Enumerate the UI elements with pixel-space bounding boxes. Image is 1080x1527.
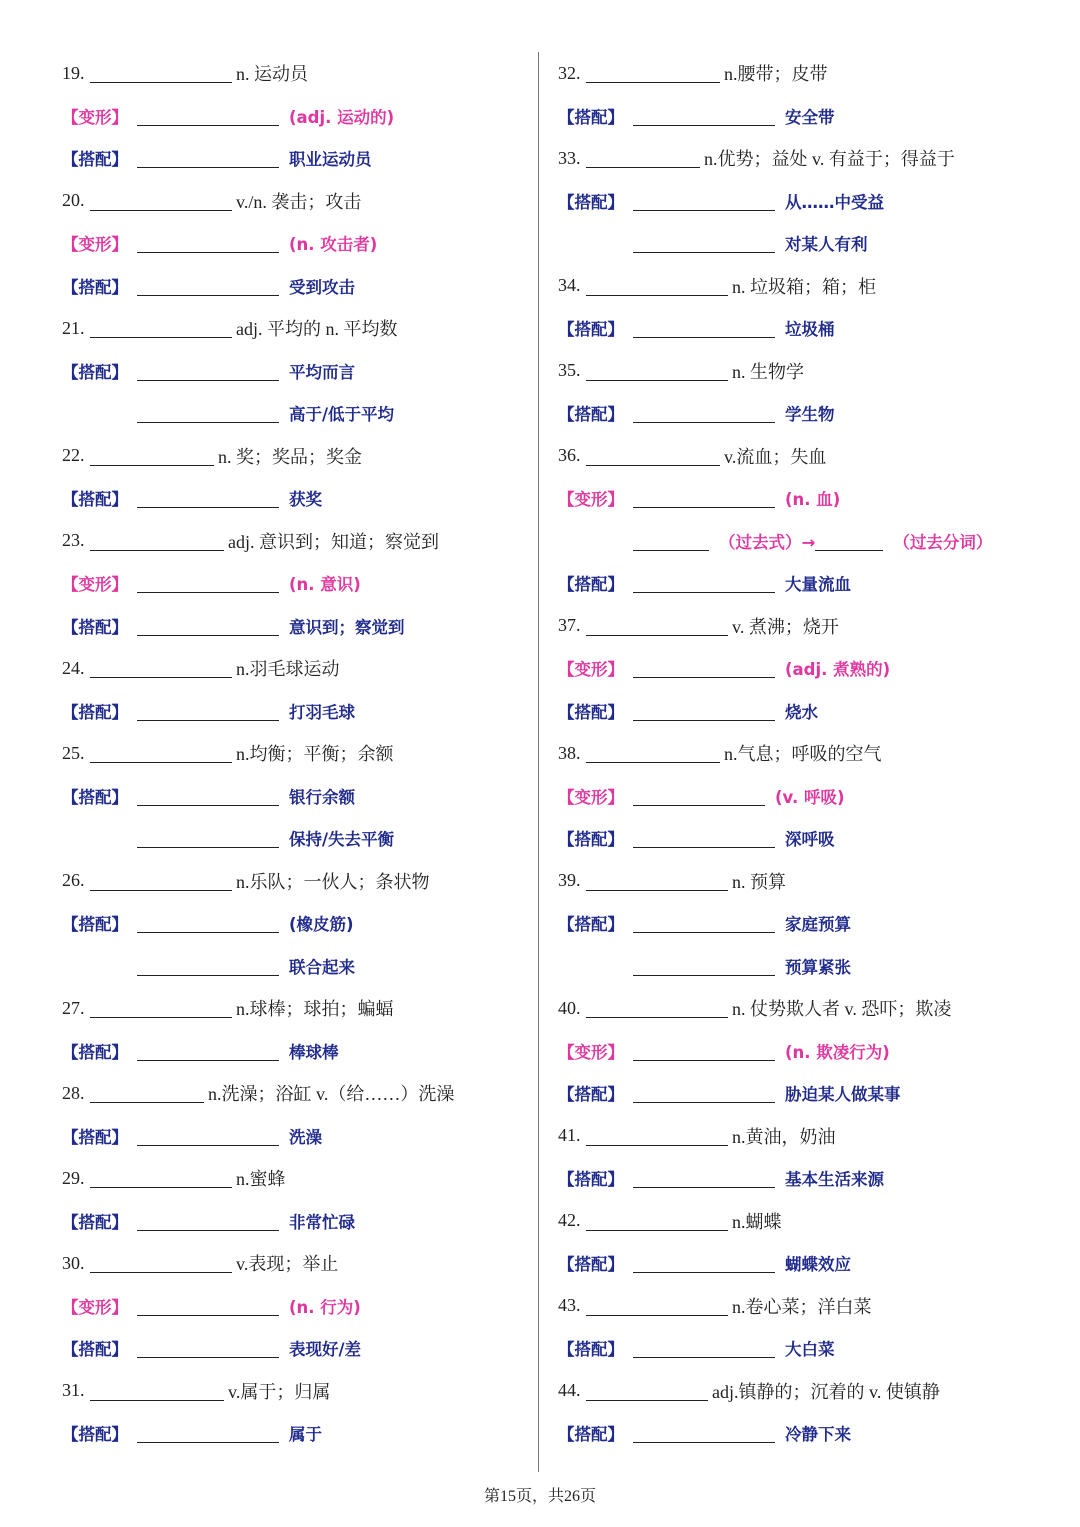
word-form-tag: 【变形】 — [62, 1297, 128, 1317]
collocation-row — [62, 1115, 532, 1158]
answer-blank — [137, 913, 279, 933]
item-definition: v.表现；举止 — [236, 1254, 339, 1275]
word-form-row — [62, 95, 532, 138]
word-form-tag: 【变形】 — [558, 787, 624, 807]
hint-text: 高于/低于平均 — [289, 405, 395, 425]
answer-blank — [633, 233, 775, 253]
answer-blank — [633, 573, 775, 593]
collocation-tag: 【搭配】 — [558, 1255, 624, 1275]
collocation-continuation-row — [62, 392, 532, 435]
item-number: 32. — [558, 62, 581, 83]
answer-blank — [137, 276, 279, 296]
hint-text: (n. 行为) — [289, 1297, 361, 1317]
item-number: 41. — [558, 1125, 581, 1146]
item-number: 28. — [62, 1082, 85, 1103]
answer-blank — [90, 1083, 204, 1103]
answer-blank — [90, 743, 232, 763]
answer-blank — [137, 403, 279, 423]
answer-blank — [586, 1126, 728, 1146]
collocation-continuation-row — [62, 817, 532, 860]
item-definition: n.蝴蝶 — [732, 1211, 782, 1232]
item-number: 30. — [62, 1252, 85, 1273]
hint-text: (adj. 运动的) — [289, 107, 395, 127]
answer-blank — [137, 361, 279, 381]
vocab-item — [558, 137, 1048, 180]
hint-text: 意识到；察觉到 — [289, 617, 405, 637]
item-definition: n. 奖；奖品；奖金 — [218, 446, 362, 467]
answer-blank — [633, 1083, 775, 1103]
answer-blank — [633, 1423, 775, 1443]
collocation-tag: 【搭配】 — [558, 1085, 624, 1105]
hint-text: (橡皮筋) — [289, 915, 354, 935]
collocation-tag: 【搭配】 — [62, 150, 128, 170]
collocation-tag: 【搭配】 — [558, 702, 624, 722]
answer-blank — [137, 1211, 279, 1231]
word-form-row — [558, 647, 1048, 690]
item-number: 33. — [558, 147, 581, 168]
answer-blank — [586, 148, 700, 168]
item-number: 35. — [558, 360, 581, 381]
collocation-tag: 【搭配】 — [558, 1340, 624, 1360]
answer-blank — [90, 191, 232, 211]
collocation-row — [558, 562, 1048, 605]
answer-blank — [633, 956, 775, 976]
hint-text: 非常忙碌 — [289, 1212, 355, 1232]
vocab-item — [558, 265, 1048, 308]
collocation-row — [558, 690, 1048, 733]
hint-text: 烧水 — [785, 702, 818, 722]
answer-blank — [586, 616, 728, 636]
answer-blank — [137, 616, 279, 636]
word-form-tag: 【变形】 — [62, 235, 128, 255]
word-form-tag: 【变形】 — [558, 490, 624, 510]
collocation-row — [62, 690, 532, 733]
past-participle-hint: （过去分词） — [893, 532, 993, 552]
column-divider — [538, 52, 539, 1472]
item-number: 39. — [558, 870, 581, 891]
collocation-tag: 【搭配】 — [62, 1127, 128, 1147]
item-definition: n.黄油，奶油 — [732, 1126, 836, 1147]
hint-text: 获奖 — [289, 490, 322, 510]
answer-blank — [633, 191, 775, 211]
item-number: 21. — [62, 317, 85, 338]
collocation-tag: 【搭配】 — [558, 1425, 624, 1445]
answer-blank — [586, 1296, 728, 1316]
collocation-tag: 【搭配】 — [62, 1340, 128, 1360]
item-number: 29. — [62, 1167, 85, 1188]
hint-text: 冷静下来 — [785, 1425, 851, 1445]
item-definition: n.优势；益处 v. 有益于；得益于 — [704, 149, 955, 170]
collocation-row — [558, 392, 1048, 435]
collocation-tag: 【搭配】 — [62, 915, 128, 935]
answer-blank — [586, 276, 728, 296]
answer-blank — [633, 913, 775, 933]
collocation-row — [62, 1030, 532, 1073]
answer-blank — [633, 318, 775, 338]
item-number: 44. — [558, 1380, 581, 1401]
item-definition: v. 煮沸；烧开 — [732, 616, 839, 637]
item-number: 20. — [62, 190, 85, 211]
vocab-item — [62, 307, 532, 350]
item-number: 37. — [558, 615, 581, 636]
item-number: 27. — [62, 997, 85, 1018]
hint-text: 蝴蝶效应 — [785, 1255, 851, 1275]
item-number: 38. — [558, 742, 581, 763]
hint-text: 受到攻击 — [289, 277, 355, 297]
collocation-tag: 【搭配】 — [558, 830, 624, 850]
item-definition: n. 垃圾箱；箱；柜 — [732, 276, 876, 297]
answer-blank — [137, 956, 279, 976]
word-form-row — [558, 775, 1048, 818]
item-number: 36. — [558, 445, 581, 466]
item-definition: n.气息；呼吸的空气 — [724, 744, 882, 765]
item-definition: n.乐队；一伙人；条状物 — [236, 871, 430, 892]
answer-blank — [137, 148, 279, 168]
answer-blank — [90, 1168, 232, 1188]
collocation-row — [62, 350, 532, 393]
answer-blank — [586, 361, 728, 381]
collocation-row — [62, 1200, 532, 1243]
hint-text: (v. 呼吸) — [775, 787, 845, 807]
hint-text: (n. 意识) — [289, 575, 361, 595]
answer-blank — [586, 446, 720, 466]
collocation-tag: 【搭配】 — [558, 1170, 624, 1190]
hint-text: 平均而言 — [289, 362, 355, 382]
hint-text: 职业运动员 — [289, 150, 372, 170]
answer-blank — [90, 998, 232, 1018]
answer-blank — [633, 488, 775, 508]
hint-text: 基本生活来源 — [785, 1170, 884, 1190]
collocation-row — [558, 902, 1048, 945]
hint-text: 预算紧张 — [785, 957, 851, 977]
vocab-item — [62, 860, 532, 903]
item-definition: n. 仗势欺人者 v. 恐吓；欺凌 — [732, 999, 952, 1020]
collocation-tag: 【搭配】 — [558, 915, 624, 935]
answer-blank — [633, 106, 775, 126]
answer-blank — [137, 1296, 279, 1316]
answer-blank — [586, 998, 728, 1018]
vocab-item — [558, 52, 1048, 95]
left-column — [62, 52, 532, 1455]
hint-text: 垃圾桶 — [785, 320, 835, 340]
answer-blank — [137, 828, 279, 848]
item-number: 31. — [62, 1380, 85, 1401]
answer-blank — [633, 701, 775, 721]
collocation-continuation-row — [558, 222, 1048, 265]
collocation-tag: 【搭配】 — [62, 490, 128, 510]
answer-blank — [633, 1041, 775, 1061]
page-footer: 第15页，共26页 — [483, 1488, 596, 1505]
answer-blank — [137, 488, 279, 508]
item-definition: n.球棒；球拍；蝙蝠 — [236, 999, 394, 1020]
vocab-item — [558, 1285, 1048, 1328]
vocab-item — [558, 605, 1048, 648]
answer-blank — [633, 531, 709, 551]
hint-text: 大白菜 — [785, 1340, 835, 1360]
item-definition: n. 预算 — [732, 871, 786, 892]
item-definition: v.流血；失血 — [724, 446, 827, 467]
item-number: 23. — [62, 530, 85, 551]
item-definition: n. 生物学 — [732, 361, 804, 382]
vocab-item — [558, 860, 1048, 903]
hint-text: 保持/失去平衡 — [289, 830, 395, 850]
answer-blank — [633, 1253, 775, 1273]
collocation-row — [62, 775, 532, 818]
hint-text: 安全带 — [785, 107, 835, 127]
word-form-row — [62, 562, 532, 605]
hint-text: (adj. 煮熟的) — [785, 660, 891, 680]
answer-blank — [137, 573, 279, 593]
answer-blank — [586, 1381, 708, 1401]
vocab-item — [62, 52, 532, 95]
hint-text: 深呼吸 — [785, 830, 835, 850]
answer-blank — [137, 786, 279, 806]
hint-text: (n. 欺凌行为) — [785, 1042, 890, 1062]
item-definition: n.均衡；平衡；余额 — [236, 744, 394, 765]
vocab-item — [558, 987, 1048, 1030]
vocab-item — [558, 732, 1048, 775]
collocation-tag: 【搭配】 — [62, 1212, 128, 1232]
answer-blank — [633, 828, 775, 848]
answer-blank — [90, 871, 232, 891]
item-definition: n.洗澡；浴缸 v.（给……）洗澡 — [208, 1084, 455, 1105]
item-definition: n.腰带；皮带 — [724, 64, 828, 85]
item-definition: adj. 意识到；知道；察觉到 — [228, 531, 439, 552]
answer-blank — [633, 786, 765, 806]
vocab-item — [62, 732, 532, 775]
answer-blank — [137, 701, 279, 721]
item-definition: v.属于；归属 — [228, 1381, 331, 1402]
answer-blank — [90, 318, 232, 338]
answer-blank — [586, 1211, 728, 1231]
answer-blank — [90, 531, 224, 551]
item-number: 34. — [558, 275, 581, 296]
vocab-item — [558, 1370, 1048, 1413]
item-number: 26. — [62, 870, 85, 891]
answer-blank — [137, 1423, 279, 1443]
hint-text: 对某人有利 — [785, 235, 868, 255]
collocation-continuation-row — [558, 945, 1048, 988]
collocation-row — [558, 1412, 1048, 1455]
collocation-tag: 【搭配】 — [62, 787, 128, 807]
answer-blank — [633, 403, 775, 423]
collocation-row — [558, 817, 1048, 860]
hint-text: 学生物 — [785, 405, 835, 425]
hint-text: 属于 — [289, 1425, 322, 1445]
collocation-row — [558, 307, 1048, 350]
collocation-tag: 【搭配】 — [558, 107, 624, 127]
answer-blank — [633, 1338, 775, 1358]
word-form-tag: 【变形】 — [558, 1042, 624, 1062]
collocation-row — [558, 1327, 1048, 1370]
hint-text: 棒球棒 — [289, 1042, 339, 1062]
answer-blank — [137, 1338, 279, 1358]
vocab-item — [62, 647, 532, 690]
item-definition: adj. 平均的 n. 平均数 — [236, 319, 398, 340]
collocation-tag: 【搭配】 — [62, 1042, 128, 1062]
answer-blank — [633, 658, 775, 678]
item-definition: n. 运动员 — [236, 64, 308, 85]
item-number: 19. — [62, 62, 85, 83]
hint-text: 银行余额 — [289, 787, 355, 807]
collocation-row — [62, 902, 532, 945]
item-definition: n.卷心菜；洋白菜 — [732, 1296, 872, 1317]
word-form-tag: 【变形】 — [558, 660, 624, 680]
word-form-row — [558, 1030, 1048, 1073]
collocation-tag: 【搭配】 — [62, 277, 128, 297]
word-form-tag: 【变形】 — [62, 107, 128, 127]
answer-blank — [815, 531, 883, 551]
answer-blank — [586, 871, 728, 891]
collocation-row — [558, 180, 1048, 223]
item-number: 42. — [558, 1210, 581, 1231]
collocation-row — [558, 1157, 1048, 1200]
hint-text: 从……中受益 — [785, 192, 884, 212]
vocab-item — [62, 1072, 532, 1115]
collocation-tag: 【搭配】 — [62, 617, 128, 637]
answer-blank — [137, 1126, 279, 1146]
word-form-row — [62, 1285, 532, 1328]
past-tense-hint: （过去式）→ — [719, 532, 816, 552]
collocation-row — [558, 1242, 1048, 1285]
hint-text: 表现好/差 — [289, 1340, 362, 1360]
collocation-row — [62, 1327, 532, 1370]
hint-text: 胁迫某人做某事 — [785, 1085, 901, 1105]
collocation-row — [62, 265, 532, 308]
hint-text: 联合起来 — [289, 957, 355, 977]
vocab-item — [62, 435, 532, 478]
answer-blank — [137, 106, 279, 126]
verb-forms-row — [558, 520, 1048, 563]
item-number: 43. — [558, 1295, 581, 1316]
collocation-row — [62, 1412, 532, 1455]
collocation-row — [558, 1072, 1048, 1115]
collocation-continuation-row — [62, 945, 532, 988]
answer-blank — [90, 1381, 224, 1401]
collocation-row — [62, 605, 532, 648]
collocation-tag: 【搭配】 — [558, 575, 624, 595]
item-number: 22. — [62, 445, 85, 466]
item-definition: n.蜜蜂 — [236, 1169, 286, 1190]
answer-blank — [586, 63, 720, 83]
vocab-item — [62, 180, 532, 223]
vocab-item — [62, 1242, 532, 1285]
vocab-item — [558, 350, 1048, 393]
item-definition: adj.镇静的；沉着的 v. 使镇静 — [712, 1381, 940, 1402]
answer-blank — [90, 446, 214, 466]
item-definition: v./n. 袭击；攻击 — [236, 191, 362, 212]
collocation-tag: 【搭配】 — [62, 702, 128, 722]
vocab-item — [62, 1157, 532, 1200]
answer-blank — [90, 658, 232, 678]
collocation-row — [558, 95, 1048, 138]
vocab-item — [558, 1200, 1048, 1243]
answer-blank — [90, 1253, 232, 1273]
vocab-item — [558, 1115, 1048, 1158]
collocation-row — [62, 477, 532, 520]
word-form-tag: 【变形】 — [62, 575, 128, 595]
collocation-tag: 【搭配】 — [558, 320, 624, 340]
right-column — [558, 52, 1048, 1455]
vocab-item — [62, 987, 532, 1030]
hint-text: 洗澡 — [289, 1127, 322, 1147]
vocab-item — [558, 435, 1048, 478]
collocation-tag: 【搭配】 — [558, 405, 624, 425]
item-number: 40. — [558, 997, 581, 1018]
word-form-row — [558, 477, 1048, 520]
collocation-tag: 【搭配】 — [558, 192, 624, 212]
collocation-row — [62, 137, 532, 180]
hint-text: 打羽毛球 — [289, 702, 355, 722]
item-number: 24. — [62, 657, 85, 678]
hint-text: 大量流血 — [785, 575, 851, 595]
vocab-item — [62, 520, 532, 563]
collocation-tag: 【搭配】 — [62, 362, 128, 382]
vocab-item — [62, 1370, 532, 1413]
answer-blank — [137, 233, 279, 253]
answer-blank — [90, 63, 232, 83]
answer-blank — [633, 1168, 775, 1188]
item-definition: n.羽毛球运动 — [236, 659, 340, 680]
hint-text: (n. 攻击者) — [289, 235, 378, 255]
collocation-tag: 【搭配】 — [62, 1425, 128, 1445]
answer-blank — [137, 1041, 279, 1061]
answer-blank — [586, 743, 720, 763]
hint-text: (n. 血) — [785, 490, 841, 510]
hint-text: 家庭预算 — [785, 915, 851, 935]
word-form-row — [62, 222, 532, 265]
item-number: 25. — [62, 742, 85, 763]
